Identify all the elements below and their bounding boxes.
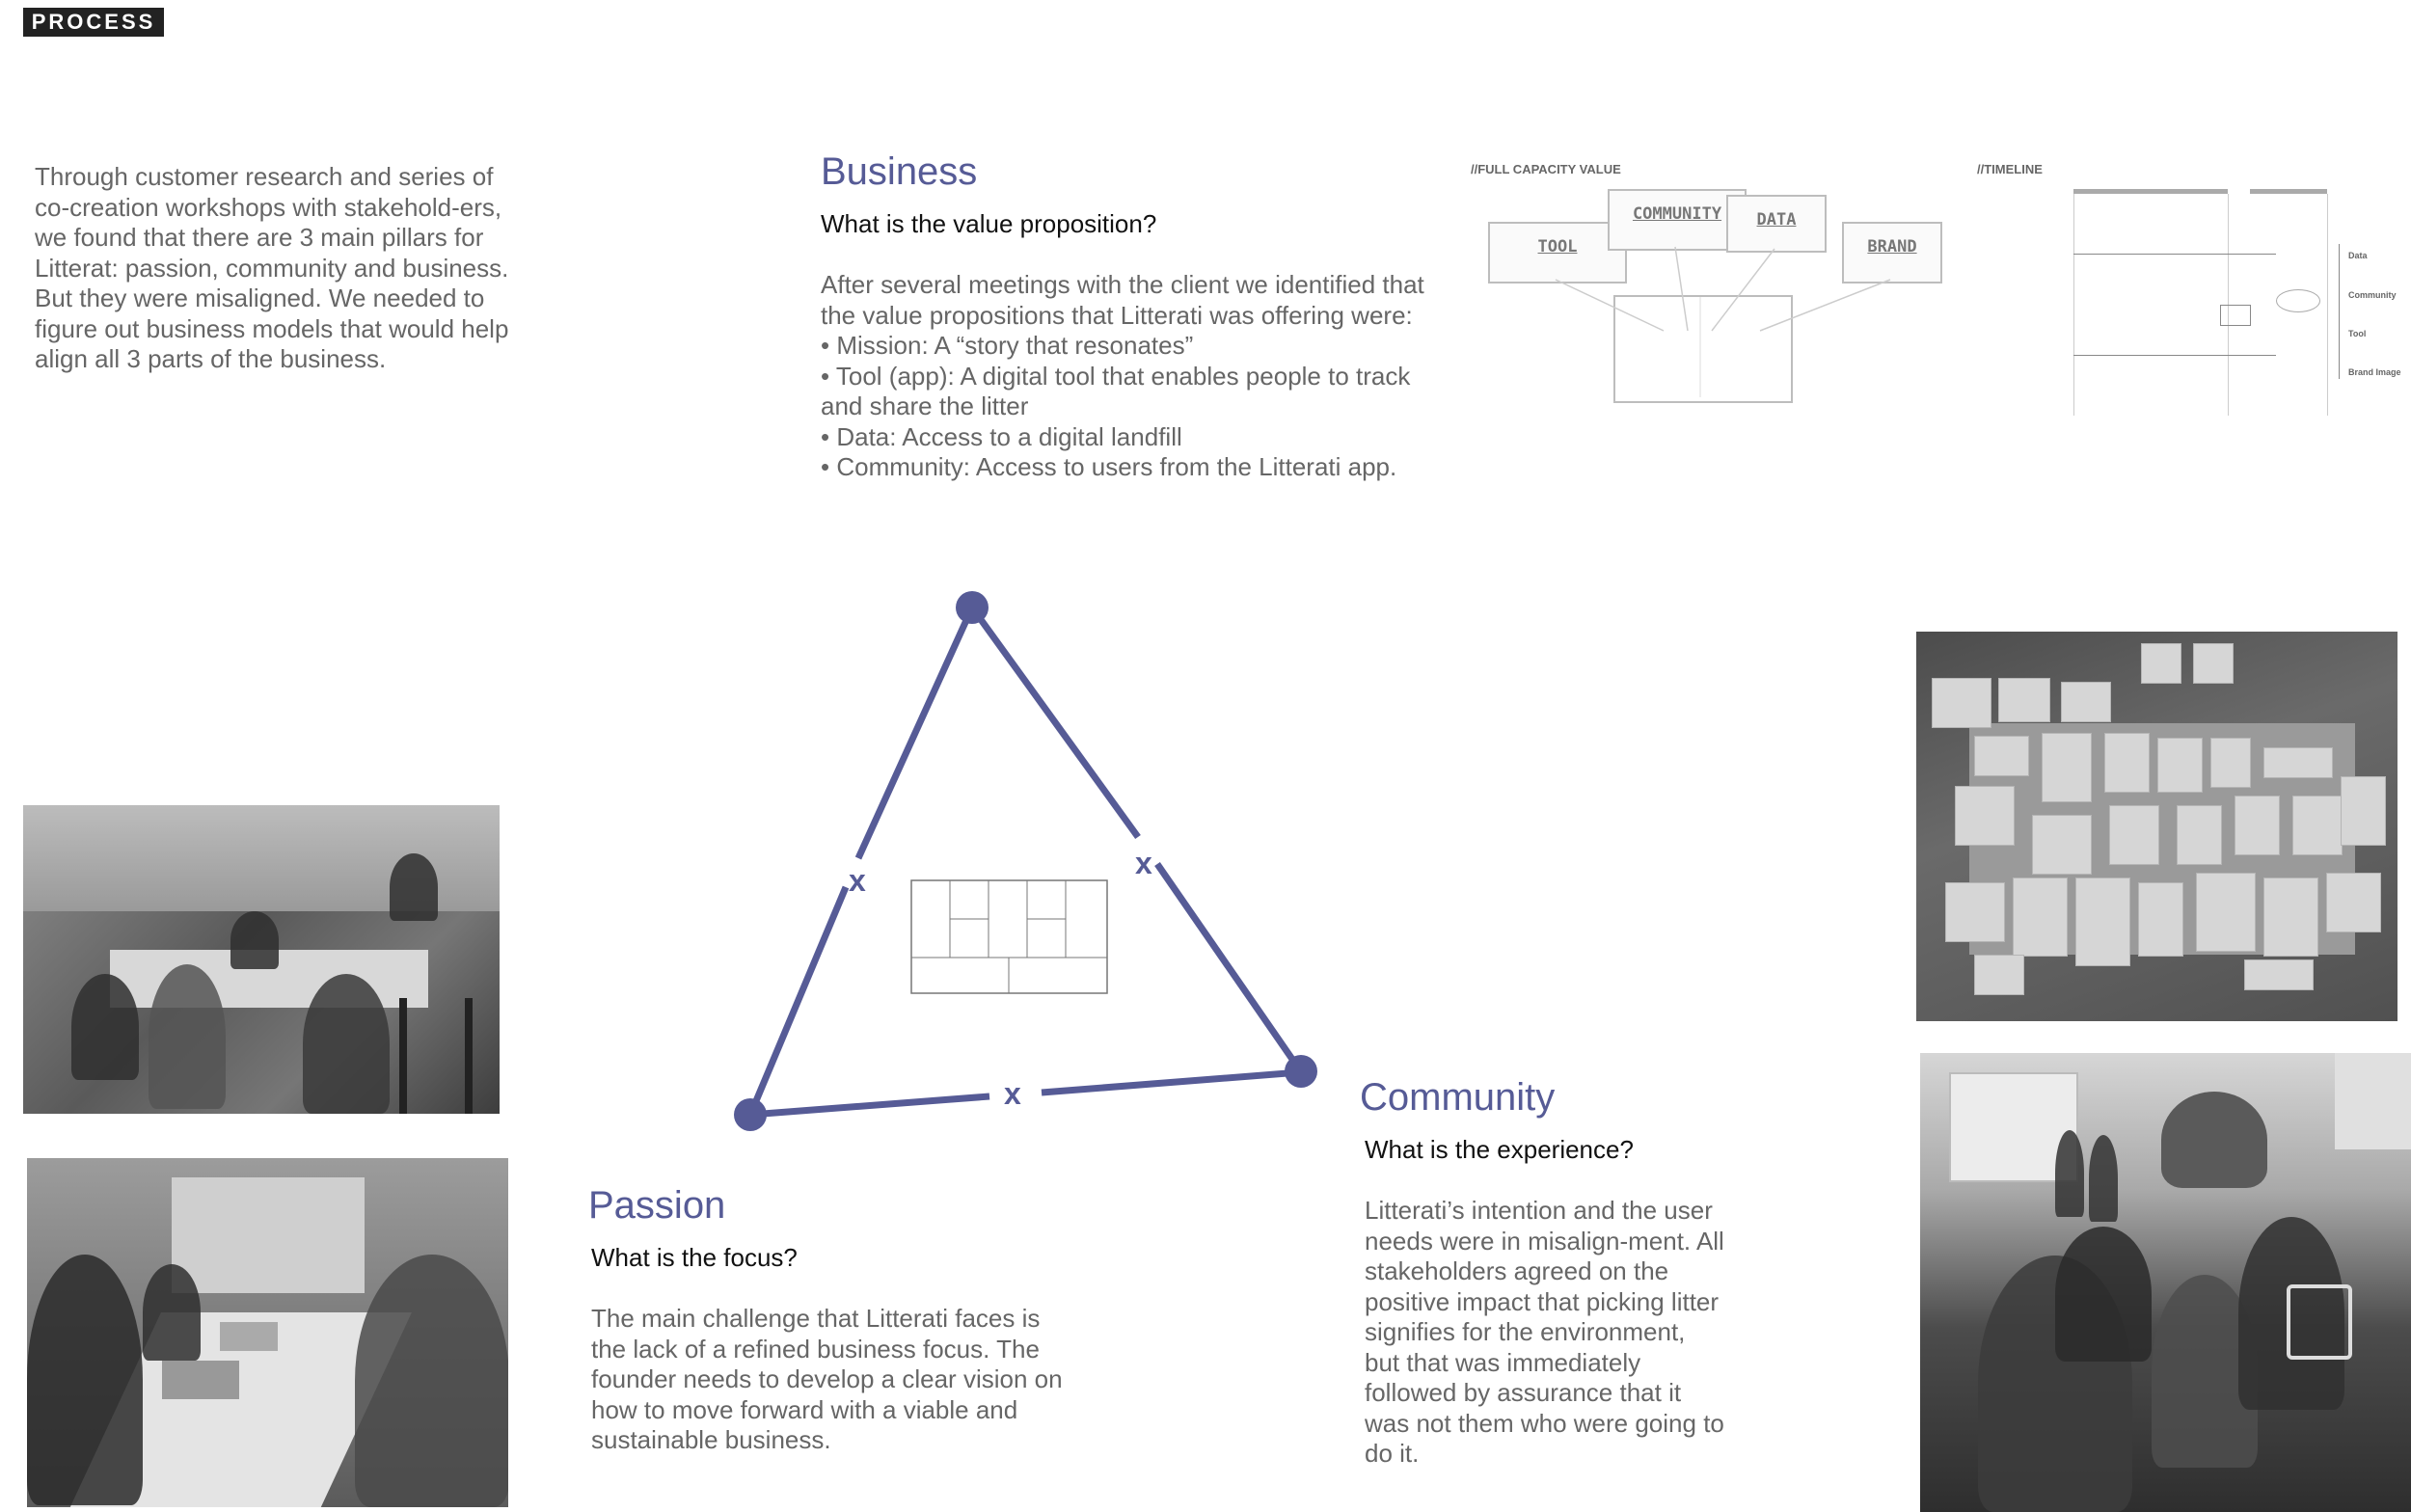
edge-mark: x: [1004, 1076, 1021, 1111]
passion-section: [588, 1182, 1070, 1456]
business-bullet: • Mission: A “story that resonates”: [821, 331, 1428, 362]
pillars-triangle: [714, 579, 1369, 1157]
business-canvas-sketch: [911, 880, 1107, 993]
workshop-photo-kitchen: [23, 805, 500, 1114]
edge-mark: x: [1135, 846, 1152, 880]
park-group-photo: [1920, 1053, 2411, 1512]
community-title: Community: [1360, 1076, 1556, 1119]
timeline-label: Community: [2348, 290, 2397, 300]
community-question: What is the experience?: [1365, 1135, 1634, 1164]
business-body-text: After several meetings with the client we identified that the value propositions that Litterati was offering were:: [821, 270, 1424, 330]
vertex-community: [1285, 1055, 1317, 1088]
value-box-data: DATA: [1726, 195, 1827, 253]
timeline-diagram: [1977, 162, 2401, 422]
business-question: What is the value proposition?: [821, 209, 1157, 238]
passion-question: What is the focus?: [591, 1243, 798, 1272]
value-diagram-heading: //FULL CAPACITY VALUE: [1471, 162, 1621, 176]
business-bullet: • Community: Access to users from the Litterati app.: [821, 452, 1428, 483]
value-box-community: COMMUNITY: [1608, 189, 1747, 251]
value-box-tool: TOOL: [1488, 222, 1627, 284]
timeline-label: Data: [2348, 251, 2368, 260]
vertex-passion: [734, 1098, 767, 1131]
business-bullet: • Data: Access to a digital landfill: [821, 422, 1428, 453]
intro-paragraph: Through customer research and series of co-creation workshops with stakehold-ers, we found that there are 3 main pillars for Litterat: passion, community and business. But they were misaligned. We needed to figure out business models that would help align all 3 parts of the business.: [35, 162, 509, 373]
value-box-brand: BRAND: [1842, 222, 1942, 284]
community-section: [1360, 1074, 1726, 1470]
business-bullet: • Tool (app): A digital tool that enables people to track and share the litter: [821, 362, 1428, 422]
passion-title: Passion: [588, 1184, 726, 1227]
section-tag: PROCESS: [23, 8, 164, 37]
passion-body: The main challenge that Litterati faces is the lack of a refined business focus. The founder needs to develop a clear vision on how to move forward with a viable and sustainable business.: [591, 1304, 1063, 1454]
business-body: [821, 270, 1428, 483]
business-title: Business: [821, 150, 978, 193]
value-connectors: [1471, 162, 1953, 413]
timeline-label: Brand Image: [2348, 367, 2401, 377]
business-section: [821, 148, 1428, 483]
edge-mark: x: [849, 863, 866, 898]
vertex-business: [956, 591, 989, 624]
workshop-photo-table: [27, 1158, 508, 1507]
sticky-notes-wall-photo: [1916, 632, 2397, 1021]
timeline-heading: //TIMELINE: [1977, 162, 2043, 176]
community-body: Litterati’s intention and the user needs were in misalign-ment. All stakeholders agreed on the positive impact that picking litter signifies for the environment, but that was immediately followed by assurance that it was not them who were going to do it.: [1365, 1196, 1724, 1468]
timeline-label: Tool: [2348, 329, 2367, 338]
value-diagram: [1471, 162, 1953, 413]
